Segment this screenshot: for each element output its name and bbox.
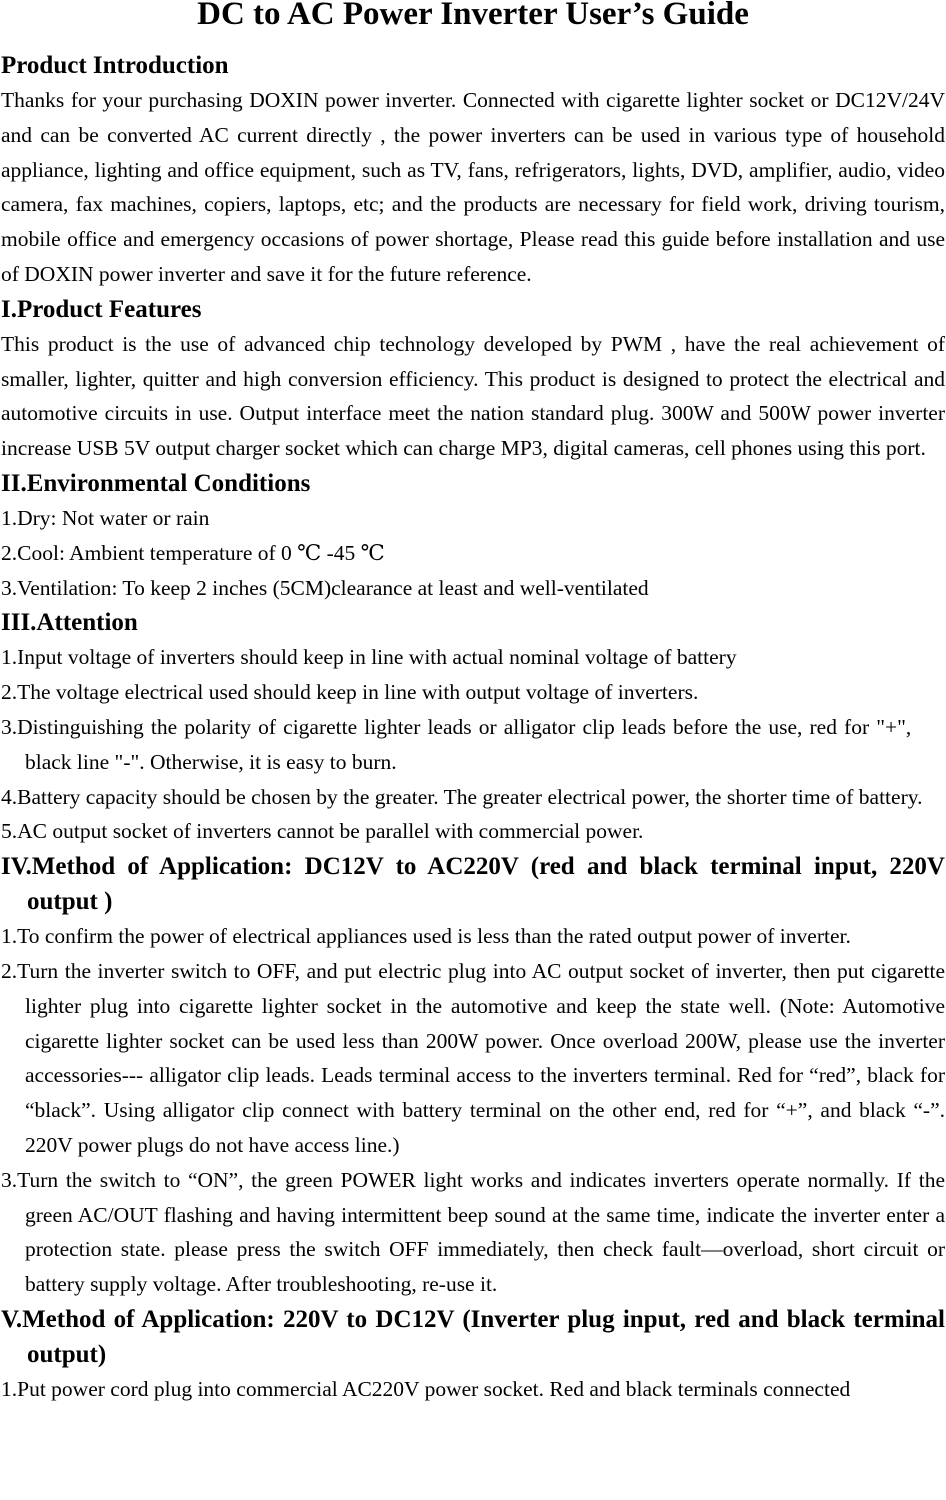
section-paragraph: This product is the use of advanced chip technology developed by PWM , have the real achievement of smaller, lighter, quitter and high conversion efficiency. This product is designed to protect the electrical and automotive circuits in use. Output interface meet the nation standard plug. 300W and 500W power inverter increase USB 5V output charger socket which can charge MP3, digital cameras, cell phones using this port.: [1, 331, 945, 461]
section-heading: IV.Method of Application: DC12V to AC220V (red and black terminal input, 220V output ): [1, 853, 945, 916]
list-item: 3.Turn the switch to “ON”, the green POWER light works and indicates inverters operate normally. If the green AC/OUT flashing and having intermittent beep sound at the same time, indicate the inverter enter a protection state. please press the switch OFF immediately, then check fault—overload, short circuit or battery supply voltage. After troubleshooting, re-use it.: [1, 1167, 945, 1297]
list-item: 4.Battery capacity should be chosen by the greater. The greater electrical power, the shorter time of battery.: [1, 784, 923, 809]
section-heading: II.Environmental Conditions: [1, 469, 311, 497]
section-product-features: [1, 292, 945, 466]
section-method-dc-to-ac: [1, 849, 945, 1302]
list-item: 2.Turn the inverter switch to OFF, and put electric plug into AC output socket of inverter, then put cigarette lighter plug into cigarette lighter socket in the automotive and keep the state well. (Note: Automotive cigarette lighter socket can be used less than 200W power. Once overload 200W, please use the inverter accessories--- alligator clip leads. Leads terminal access to the inverters terminal. Red for “red”, black for “black”. Using alligator clip connect with battery terminal on the other end, red for “+”, and black “-”. 220V power plugs do not have access line.): [1, 958, 945, 1157]
list-item: 1.Put power cord plug into commercial AC220V power socket. Red and black terminals connected: [1, 1376, 851, 1401]
section-attention: [1, 605, 945, 849]
list-item: 1.Dry: Not water or rain: [1, 505, 210, 530]
section-method-ac-to-dc: [1, 1302, 945, 1407]
section-environmental-conditions: [1, 466, 945, 605]
document-body: [1, 48, 945, 1407]
list-item: 3.Distinguishing the polarity of cigarette lighter leads or alligator clip leads before the use, red for "+", black line "-". Otherwise, it is easy to burn.: [1, 714, 945, 774]
document-title: DC to AC Power Inverter User’s Guide: [197, 0, 749, 32]
list-item: 2.Cool: Ambient temperature of 0 ℃ -45 ℃: [1, 540, 385, 565]
section-heading: III.Attention: [1, 609, 138, 637]
section-product-introduction: [1, 48, 945, 292]
section-paragraph: Thanks for your purchasing DOXIN power inverter. Connected with cigarette lighter socket or DC12V/24V and can be converted AC current directly , the power inverters can be used in various type of household appliance, lighting and office equipment, such as TV, fans, refrigerators, lights, DVD, amplifier, audio, video camera, fax machines, copiers, laptops, etc; and the products are necessary for field work, driving tourism, mobile office and emergency occasions of power shortage, Please read this guide before installation and use of DOXIN power inverter and save it for the future reference.: [1, 88, 945, 286]
list-item: 5.AC output socket of inverters cannot be parallel with commercial power.: [1, 819, 644, 844]
list-item: 1.To confirm the power of electrical appliances used is less than the rated output power of inverter.: [1, 924, 851, 949]
list-item: 2.The voltage electrical used should keep in line with output voltage of inverters.: [1, 680, 699, 705]
list-item: 3.Ventilation: To keep 2 inches (5CM)clearance at least and well-ventilated: [1, 575, 649, 600]
list-item: 1.Input voltage of inverters should keep in line with actual nominal voltage of battery: [1, 645, 737, 670]
section-heading: Product Introduction: [1, 52, 229, 79]
section-heading: V.Method of Application: 220V to DC12V (Inverter plug input, red and black terminal output): [1, 1305, 945, 1368]
section-heading: I.Product Features: [1, 295, 202, 323]
